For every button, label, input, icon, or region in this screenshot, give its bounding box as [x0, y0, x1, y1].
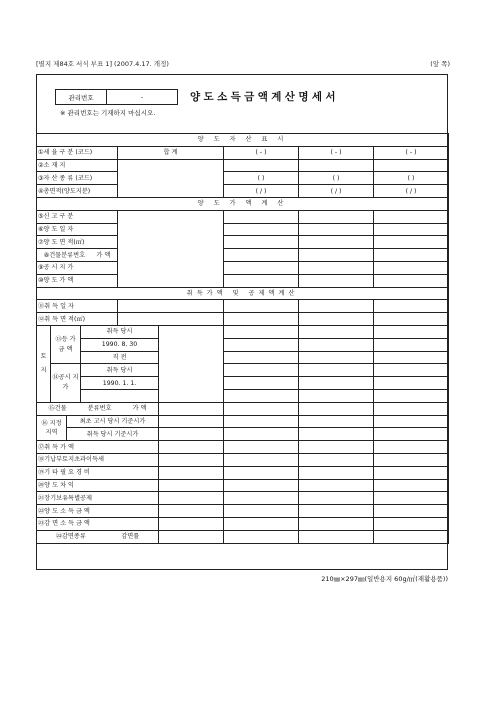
income-2[interactable] — [299, 505, 374, 518]
page-side: (앞 쪽) — [430, 60, 450, 68]
building-code-label: ⑧건물분류번호 — [43, 251, 86, 259]
location-1[interactable] — [224, 159, 299, 172]
grade-acq-1[interactable] — [224, 325, 299, 338]
designated-area-label: ⑯ 지정 지역 — [37, 415, 67, 441]
transfer-date-2[interactable] — [299, 223, 374, 236]
public-price-2[interactable] — [299, 261, 374, 274]
grade-acq-3[interactable] — [374, 325, 449, 338]
building-2[interactable] — [299, 402, 374, 415]
expenses-2[interactable] — [299, 466, 374, 479]
transfer-area-2[interactable] — [299, 236, 374, 249]
building-row-cell — [37, 402, 159, 415]
tax-on-land-3[interactable] — [374, 453, 449, 466]
acq-price-label: ⑰취 득 가 액 — [37, 441, 159, 454]
public-date-2[interactable] — [299, 377, 374, 390]
grade-date: 1990. 8. 30 — [81, 338, 159, 351]
acq-area-label: ⑫취 득 면 적(㎡) — [37, 313, 118, 326]
public-blank — [81, 389, 159, 402]
acq-price-3[interactable] — [374, 441, 449, 454]
section-acquisition: 취득가액 및 공제액계산 — [37, 287, 449, 300]
tax-code-label: ①세 율 구 분 (코드) — [37, 146, 118, 159]
transfer-date-1[interactable] — [224, 223, 299, 236]
acq-std-total — [159, 428, 224, 441]
building-total — [159, 402, 224, 415]
expenses-1[interactable] — [224, 466, 299, 479]
location-label: ②소 재 지 — [37, 159, 118, 172]
gain-2[interactable] — [299, 479, 374, 492]
transfer-price-3[interactable] — [374, 274, 449, 287]
expenses-label: ⑲기 타 필 요 경 비 — [37, 466, 159, 479]
long-term-2[interactable] — [299, 492, 374, 505]
reduction-2[interactable] — [299, 530, 374, 543]
report-type-label: ⑤신 고 구 분 — [37, 210, 118, 223]
first-notice-3[interactable] — [374, 415, 449, 428]
gain-total — [159, 479, 224, 492]
asset-type-3[interactable]: ( ) — [374, 172, 449, 185]
public-acq-2[interactable] — [299, 364, 374, 377]
transfer-date-label: ⑥양 도 일 자 — [37, 223, 118, 236]
land-total — [159, 325, 224, 402]
transfer-price-label: ⑩양 도 가 액 — [37, 274, 118, 287]
public-price-1[interactable] — [224, 261, 299, 274]
acq-date-label: ⑪취 득 일 자 — [37, 300, 118, 313]
income-total — [159, 505, 224, 518]
reduction-cell — [37, 530, 159, 543]
acq-area-3[interactable] — [374, 313, 449, 326]
management-number-value[interactable]: - — [140, 93, 144, 101]
building-price-label: 가 액 — [96, 251, 111, 259]
public-price-label: ⑨공 시 지 가 — [37, 261, 118, 274]
expenses-3[interactable] — [374, 466, 449, 479]
transfer-price-2[interactable] — [299, 274, 374, 287]
report-type-3[interactable] — [374, 210, 449, 223]
public-date: 1990. 1. 1. — [81, 377, 159, 390]
gain-label: ⑳양 도 차 익 — [37, 479, 159, 492]
section-asset: 양 도 자 산 표 시 — [37, 134, 449, 147]
grade-date-2[interactable] — [299, 338, 374, 351]
long-term-total — [159, 492, 224, 505]
management-number-box — [55, 89, 178, 105]
management-number-label: 관리번호 — [56, 90, 107, 104]
building-code-cell — [37, 249, 118, 262]
acq-std-3[interactable] — [374, 428, 449, 441]
total-area-2[interactable]: ( / ) — [299, 185, 374, 198]
income-label: ㉒양 도 소 득 금 액 — [37, 505, 159, 518]
land-label: 토 지 — [37, 325, 51, 402]
transfer-area-label: ⑦양 도 면 적(㎡) — [37, 236, 118, 249]
grade-before-3[interactable] — [374, 351, 449, 364]
acq-price-total — [159, 441, 224, 454]
asset-type-2[interactable]: ( ) — [299, 172, 374, 185]
transfer-area-3[interactable] — [374, 236, 449, 249]
building-code-2[interactable] — [299, 249, 374, 262]
tax-on-land-total — [159, 453, 224, 466]
reduction-total — [159, 530, 224, 543]
acq-area-total — [118, 313, 224, 326]
calculation-table — [36, 133, 449, 544]
first-notice-2[interactable] — [299, 415, 374, 428]
paper-spec: 210㎜×297㎜(일반용지 60g/㎡(재활용품)) — [321, 575, 448, 583]
gain-3[interactable] — [374, 479, 449, 492]
transfer-price-1[interactable] — [224, 274, 299, 287]
public-acq-3[interactable] — [374, 364, 449, 377]
grade-before-2[interactable] — [299, 351, 374, 364]
acq-date-3[interactable] — [374, 300, 449, 313]
building-label: ⑮건물 — [48, 405, 67, 413]
transfer-area-1[interactable] — [224, 236, 299, 249]
public-blank-2[interactable] — [299, 389, 374, 402]
total-merged-cell — [118, 159, 224, 197]
acq-std-2[interactable] — [299, 428, 374, 441]
long-term-1[interactable] — [224, 492, 299, 505]
gain-1[interactable] — [224, 479, 299, 492]
acq-price-1[interactable] — [224, 441, 299, 454]
total-area-1[interactable]: ( / ) — [224, 185, 299, 198]
long-term-3[interactable] — [374, 492, 449, 505]
acq-date-1[interactable] — [224, 300, 299, 313]
asset-type-1[interactable]: ( ) — [224, 172, 299, 185]
total-area-3[interactable]: ( / ) — [374, 185, 449, 198]
grade-acq-2[interactable] — [299, 325, 374, 338]
grade-date-1[interactable] — [224, 338, 299, 351]
tax-code-3[interactable]: ( - ) — [374, 146, 449, 159]
public-acq-time: 취득 당시 — [81, 364, 159, 377]
report-type-2[interactable] — [299, 210, 374, 223]
tax-code-2[interactable]: ( - ) — [299, 146, 374, 159]
tax-on-land-label: ⑱기납부토지초과이득세 — [37, 453, 159, 466]
expenses-total — [159, 466, 224, 479]
public-date-3[interactable] — [374, 377, 449, 390]
grade-acq-time: 취득 당시 — [81, 325, 159, 338]
public-date-1[interactable] — [224, 377, 299, 390]
building-row-price: 가 액 — [132, 405, 147, 413]
long-term-label: ㉑장기보유특별공제 — [37, 492, 159, 505]
building-3[interactable] — [374, 402, 449, 415]
public-acq-1[interactable] — [224, 364, 299, 377]
first-notice-total — [159, 415, 224, 428]
acq-area-1[interactable] — [224, 313, 299, 326]
form-title: 양도소득금액계산명세서 — [190, 91, 339, 103]
reduced-income-label: ㉓감 면 소 득 금 액 — [37, 517, 159, 530]
report-type-1[interactable] — [224, 210, 299, 223]
reduction-1[interactable] — [224, 530, 299, 543]
total-cell — [118, 146, 224, 159]
public-blank-1[interactable] — [224, 389, 299, 402]
location-3[interactable] — [374, 159, 449, 172]
management-number-note: ※ 관리번호는 기재하지 마십시오. — [60, 109, 156, 117]
tax-on-land-1[interactable] — [224, 453, 299, 466]
reduced-income-2[interactable] — [299, 517, 374, 530]
grade-price-label: ⑬등 가 금 액 — [51, 325, 81, 363]
section-transfer: 양 도 가 액 계 산 — [37, 197, 449, 210]
acq-area-2[interactable] — [299, 313, 374, 326]
grade-just-before: 직 전 — [81, 351, 159, 364]
first-notice-1[interactable] — [224, 415, 299, 428]
acq-std-1[interactable] — [224, 428, 299, 441]
public-price-3[interactable] — [374, 261, 449, 274]
reduction-3[interactable] — [374, 530, 449, 543]
form-number: [별지 제84호 서식 부표 1] (2007.4.17. 개정) — [36, 60, 169, 68]
asset-type-label: ③자 산 종 류 (코드) — [37, 172, 118, 185]
transfer-total-cell — [118, 210, 224, 287]
grade-before-1[interactable] — [224, 351, 299, 364]
building-1[interactable] — [224, 402, 299, 415]
public-land-price-label: ⑭공시 지가 — [51, 364, 81, 402]
building-code-1[interactable] — [224, 249, 299, 262]
acq-date-2[interactable] — [299, 300, 374, 313]
location-2[interactable] — [299, 159, 374, 172]
first-notice-label: 최초 고시 당시 기준시가 — [67, 415, 159, 428]
reduced-income-total — [159, 517, 224, 530]
reduced-income-3[interactable] — [374, 517, 449, 530]
class-no-label: 분류번호 — [87, 405, 112, 413]
income-3[interactable] — [374, 505, 449, 518]
acq-std-label: 취득 당시 기준시가 — [67, 428, 159, 441]
reduced-income-1[interactable] — [224, 517, 299, 530]
transfer-date-3[interactable] — [374, 223, 449, 236]
reduction-type-label: ㉔감면종류 — [55, 533, 86, 541]
acq-date-total — [118, 300, 224, 313]
building-code-3[interactable] — [374, 249, 449, 262]
total-label: 합 계 — [163, 149, 178, 157]
reduction-rate-label: 감면률 — [121, 533, 140, 541]
total-area-label: ④총면적(양도지분) — [37, 185, 118, 198]
income-1[interactable] — [224, 505, 299, 518]
acq-price-2[interactable] — [299, 441, 374, 454]
tax-code-1[interactable]: ( - ) — [224, 146, 299, 159]
public-blank-3[interactable] — [374, 389, 449, 402]
grade-date-3[interactable] — [374, 338, 449, 351]
tax-on-land-2[interactable] — [299, 453, 374, 466]
